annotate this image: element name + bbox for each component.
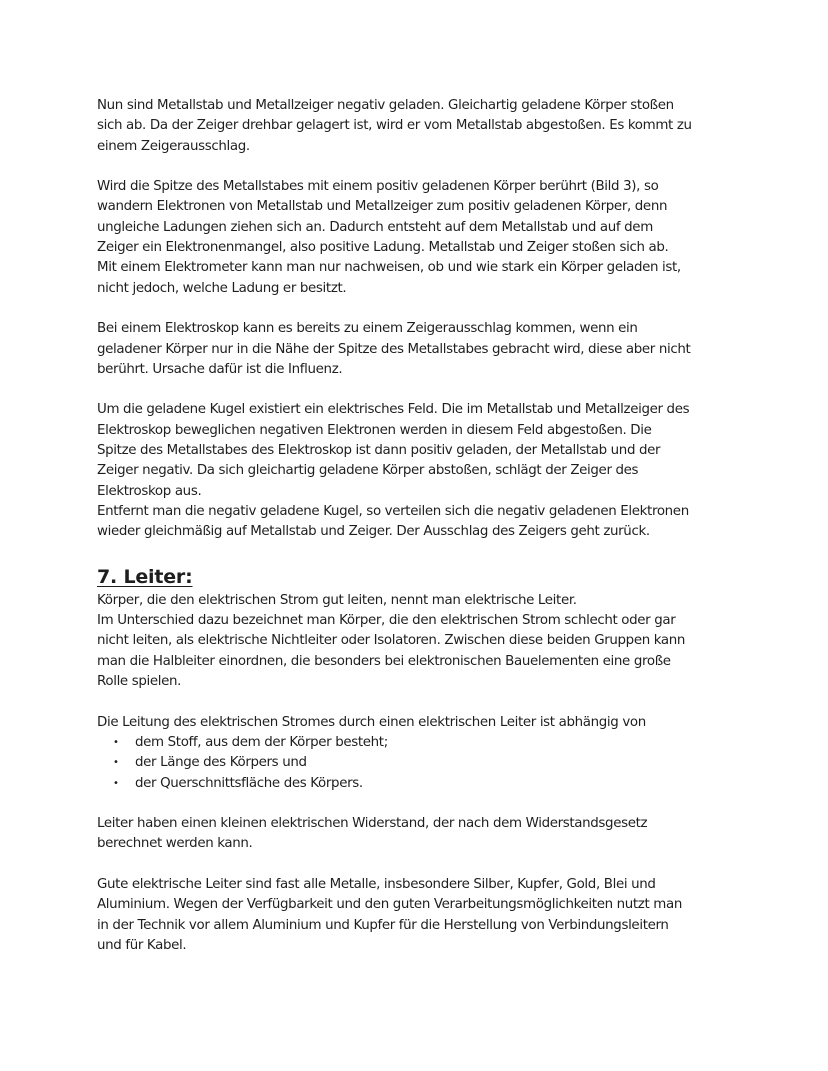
paragraph-electric-field	[97, 400, 737, 542]
text-line: und für Kabel.	[97, 937, 187, 953]
bullet-icon: •	[113, 757, 119, 769]
text-line: berührt. Ursache dafür ist die Influenz.	[97, 361, 343, 377]
text-line: Rolle spielen.	[97, 674, 182, 690]
list-item	[97, 733, 737, 753]
text-line: in der Technik vor allem Aluminium und Kupfer für die Herstellung von Verbindungsleitern	[97, 917, 669, 933]
section-heading-leiter: 7. Leiter:	[97, 565, 193, 588]
text-line: Nun sind Metallstab und Metallzeiger negativ geladen. Gleichartig geladene Körper stoßen	[97, 98, 674, 113]
paragraph-resistance	[97, 814, 737, 855]
text-line: Entfernt man die negativ geladene Kugel, so verteilen sich die negativ geladenen Elektronen	[97, 503, 689, 519]
text-line: Körper, die den elektrischen Strom gut leiten, nennt man elektrische Leiter.	[97, 592, 577, 608]
text-line: Leiter haben einen kleinen elektrischen Widerstand, der nach dem Widerstandsgesetz	[97, 816, 648, 832]
text-line: Elektroskop aus.	[97, 483, 202, 499]
text-line: wieder gleichmäßig auf Metallstab und Zeiger. Der Ausschlag des Zeigers geht zurück.	[97, 524, 650, 540]
text-line: sich ab. Da der Zeiger drehbar gelagert ist, wird er vom Metallstab abgestoßen. Es kommt zu	[97, 118, 692, 134]
text-line: Zeiger ein Elektronenmangel, also positive Ladung. Metallstab und Zeiger stoßen sich ab.	[97, 240, 669, 256]
text-line: Spitze des Metallstabes des Elektroskop ist dann positiv geladen, der Metallstab und der	[97, 443, 661, 459]
list-item-text: der Länge des Körpers und	[135, 755, 307, 771]
bullet-icon: •	[113, 736, 119, 748]
text-line: geladener Körper nur in die Nähe der Spitze des Metallstabes gebracht wird, diese aber nicht	[97, 341, 691, 357]
text-line: berechnet werden kann.	[97, 836, 253, 852]
list-item	[97, 774, 737, 794]
text-line: nicht leiten, als elektrische Nichtleiter oder Isolatoren. Zwischen diese beiden Gruppen kann	[97, 633, 686, 649]
paragraph-electroscope-charge	[97, 96, 737, 157]
paragraph-positive-contact	[97, 177, 737, 299]
bullet-icon: •	[113, 777, 119, 789]
text-line: nicht jedoch, welche Ladung er besitzt.	[97, 280, 347, 296]
text-line: Um die geladene Kugel existiert ein elektrisches Feld. Die im Metallstab und Metallzeiger des	[97, 402, 690, 418]
paragraph-conductor-intro	[97, 591, 737, 692]
list-item-text: der Querschnittsfläche des Körpers.	[135, 775, 363, 791]
text-line: ungleiche Ladungen ziehen sich an. Dadurch entsteht auf dem Metallstab und auf dem	[97, 219, 653, 235]
text-line: Gute elektrische Leiter sind fast alle Metalle, insbesondere Silber, Kupfer, Gold, Blei und	[97, 876, 656, 892]
text-line: Im Unterschied dazu bezeichnet man Körper, die den elektrischen Strom schlecht oder gar	[97, 613, 676, 629]
document-page	[97, 96, 737, 976]
paragraph-good-conductors	[97, 875, 737, 956]
list-item	[97, 753, 737, 773]
text-line: Mit einem Elektrometer kann man nur nachweisen, ob und wie stark ein Körper geladen ist,	[97, 260, 681, 276]
text-line: Aluminium. Wegen der Verfügbarkeit und den guten Verarbeitungsmöglichkeiten nutzt man	[97, 897, 682, 913]
bullet-list-dependencies	[97, 733, 737, 794]
text-line: wandern Elektronen von Metallstab und Metallzeiger zum positiv geladenen Körper, denn	[97, 199, 668, 215]
text-line: Elektroskop beweglichen negativen Elektronen werden in diesem Feld abgestoßen. Die	[97, 422, 652, 438]
text-line: einem Zeigerausschlag.	[97, 138, 250, 154]
text-line: Zeiger negativ. Da sich gleichartig geladene Körper abstoßen, schlägt der Zeiger des	[97, 463, 639, 479]
list-item-text: dem Stoff, aus dem der Körper besteht;	[135, 734, 388, 750]
paragraph-influence	[97, 319, 737, 380]
paragraph-list-intro	[97, 713, 737, 733]
text-line: Bei einem Elektroskop kann es bereits zu einem Zeigerausschlag kommen, wenn ein	[97, 321, 638, 337]
text-line: Wird die Spitze des Metallstabes mit einem positiv geladenen Körper berührt (Bild 3), so	[97, 179, 659, 195]
text-line: Die Leitung des elektrischen Stromes durch einen elektrischen Leiter ist abhängig von	[97, 714, 646, 730]
text-line: man die Halbleiter einordnen, die besonders bei elektronischen Bauelementen eine große	[97, 653, 671, 669]
